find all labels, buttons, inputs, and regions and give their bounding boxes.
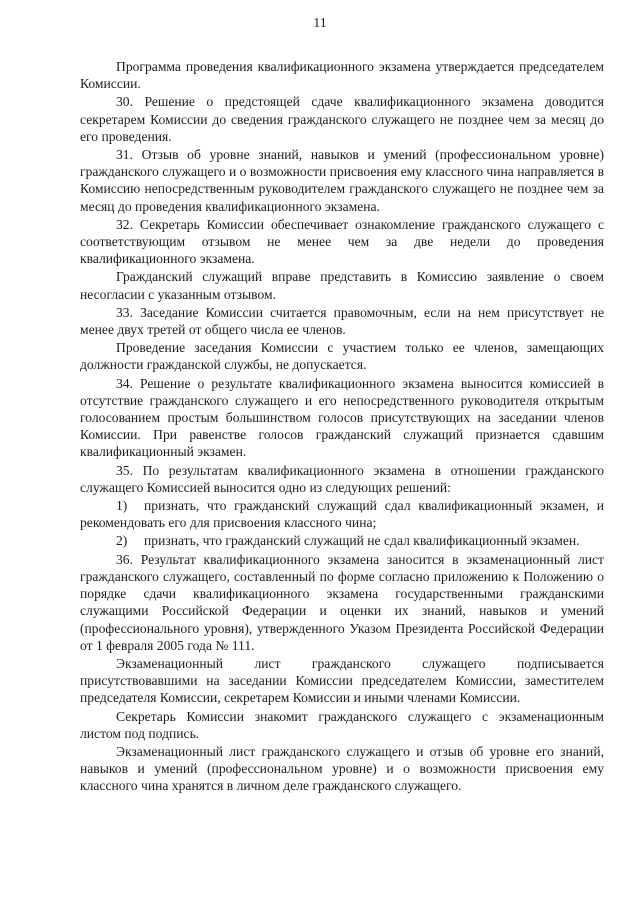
- paragraph-exam-sheet-signing: Экзаменационный лист гражданского служащего подписывается присутствовавшими на заседании Комиссии председателем Комиссии, заместителем председателя Комиссии, секретарем Комиссии и иными членами Комиссии.: [80, 655, 604, 706]
- paragraph-30: 30. Решение о предстоящей сдаче квалификационного экзамена доводится секретарем Комиссии до сведения гражданского служащего не позднее чем за месяц до его проведения.: [80, 94, 604, 144]
- list-item: [80, 532, 604, 549]
- list-item-text: признать, что гражданский служащий не сдал квалификационный экзамен.: [144, 533, 580, 549]
- list-item-number: 1): [116, 498, 128, 514]
- list-item-number: 2): [116, 533, 128, 549]
- paragraph-34: 34. Решение о результате квалификационного экзамена выносится комиссией в отсутствие гражданского служащего и его непосредственного руководителя открытым голосованием простым большинством голосов присутствующих на заседании членов Комиссии. При равенстве голосов гражданский служащий признается сдавшим квалификационный экзамен.: [80, 375, 604, 460]
- page-number: 11: [313, 16, 327, 31]
- list-item-text: признать, что гражданский служащий сдал квалификационный экзамен, и рекомендовать его для присвоения классного чина;: [80, 498, 604, 531]
- paragraph-36: 36. Результат квалификационного экзамена заносится в экзаменационный лист гражданского служащего, составленный по форме согласно приложению к Положению о порядке сдачи квалификационного экзамена государственными гражданскими служащими Российской Федерации и оценки их знаний, навыков и умений (профессионального уровня), утвержденного Указом Президента Российской Федерации от 1 февраля 2005 года № 111.: [80, 551, 604, 653]
- paragraph-meeting-restriction: Проведение заседания Комиссии с участием только ее членов, замещающих должности гражданской службы, не допускается.: [80, 340, 604, 373]
- paragraph-program-approval: Программа проведения квалификационного экзамена утверждается председателем Комиссии.: [80, 59, 604, 92]
- paragraph-35: 35. По результатам квалификационного экзамена в отношении гражданского служащего Комиссией выносится одно из следующих решений:: [80, 462, 604, 495]
- paragraph-secretary-acquaints: Секретарь Комиссии знакомит гражданского служащего с экзаменационным листом под подпись.: [80, 708, 604, 741]
- document-body: [80, 58, 604, 796]
- list-item: [80, 497, 604, 531]
- paragraph-32: 32. Секретарь Комиссии обеспечивает ознакомление гражданского служащего с соответствующим отзывом не менее чем за две недели до проведения квалификационного экзамена.: [80, 216, 604, 267]
- paragraph-storage: Экзаменационный лист гражданского служащего и отзыв об уровне его знаний, навыков и умений (профессиональном уровне) и о возможности присвоения ему классного чина хранятся в личном деле гражданского служащего.: [80, 743, 604, 794]
- paragraph-disagreement: Гражданский служащий вправе представить в Комиссию заявление о своем несогласии с указанным отзывом.: [80, 269, 604, 302]
- paragraph-33: 33. Заседание Комиссии считается правомочным, если на нем присутствует не менее двух третей от общего числа ее членов.: [80, 304, 604, 338]
- paragraph-31: 31. Отзыв об уровне знаний, навыков и умений (профессиональном уровне) гражданского служащего и о возможности присвоения ему классного чина направляется в Комиссию непосредственным руководителем гражданского служащего не позднее чем за месяц до проведения квалификационного экзамена.: [80, 147, 604, 214]
